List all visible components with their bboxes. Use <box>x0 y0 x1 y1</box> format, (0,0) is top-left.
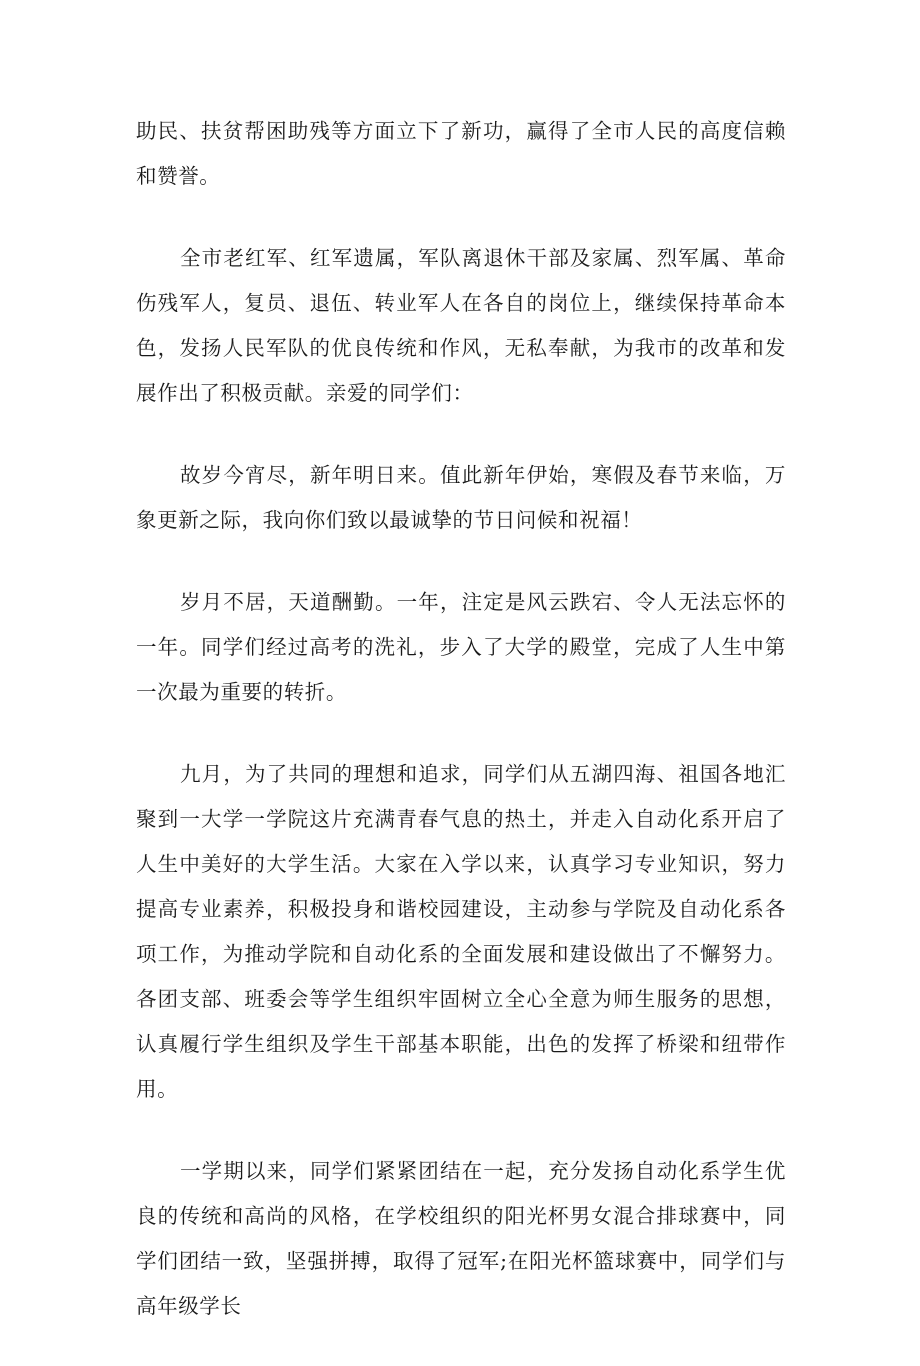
paragraph-6: 一学期以来，同学们紧紧团结在一起，充分发扬自动化系学生优良的传统和高尚的风格，在学校组织的阳光杯男女混合排球赛中，同学们团结一致，坚强拼搏，取得了冠军;在阳光杯篮球赛中，同学们与高年级学长 <box>136 1159 786 1318</box>
paragraph-3: 故岁今宵尽，新年明日来。值此新年伊始，寒假及春节来临，万象更新之际，我向你们致以最诚挚的节日问候和祝福！ <box>136 463 786 532</box>
paragraph-5: 九月，为了共同的理想和追求，同学们从五湖四海、祖国各地汇聚到一大学一学院这片充满青春气息的热土，并走入自动化系开启了人生中美好的大学生活。大家在入学以来，认真学习专业知识，努力提高专业素养，积极投身和谐校园建设，主动参与学院及自动化系各项工作，为推动学院和自动化系的全面发展和建设做出了不懈努力。各团支部、班委会等学生组织牢固树立全心全意为师生服务的思想，认真履行学生组织及学生干部基本职能，出色的发挥了桥梁和纽带作用。 <box>136 762 786 1101</box>
paragraph-4: 岁月不居，天道酬勤。一年，注定是风云跌宕、令人无法忘怀的一年。同学们经过高考的洗礼，步入了大学的殿堂，完成了人生中第一次最为重要的转折。 <box>136 590 786 704</box>
document-body <box>136 109 786 1366</box>
paragraph-2: 全市老红军、红军遗属，军队离退休干部及家属、烈军属、革命伤残军人，复员、退伍、转业军人在各自的岗位上，继续保持革命本色，发扬人民军队的优良传统和作风，无私奉献，为我市的改革和发展作出了积极贡献。亲爱的同学们： <box>136 246 786 405</box>
paragraph-1: 助民、扶贫帮困助残等方面立下了新功，赢得了全市人民的高度信赖和赞誉。 <box>136 119 786 188</box>
